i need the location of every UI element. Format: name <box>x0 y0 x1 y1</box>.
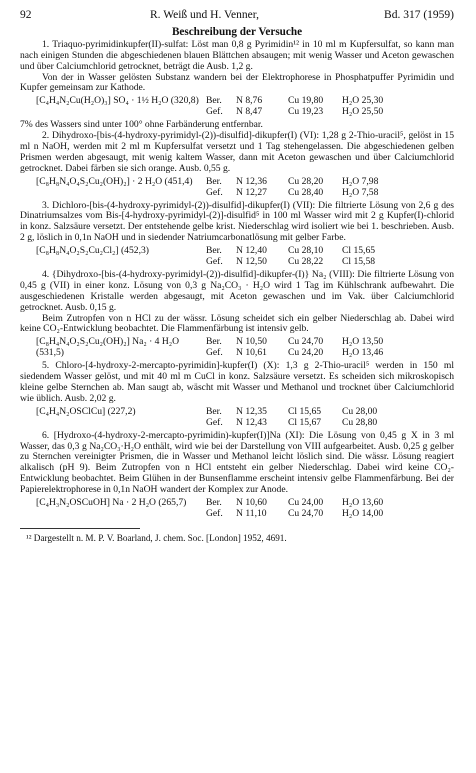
analysis-row: Gef. N 12,50 Cu 28,22 Cl 15,58 <box>206 256 376 268</box>
analysis-row: Ber. N 12,35 Cl 15,65 Cu 28,00 <box>206 405 378 417</box>
section-title: Beschreibung der Versuche <box>171 25 303 38</box>
running-header <box>20 10 454 21</box>
exp4-analysis-block <box>36 337 454 359</box>
exp1-paragraph: 1. Triaquo-pyrimidinkupfer(II)-sulfat: Löst man 0,8 g Pyrimidin¹² in 10 ml m Kupfersulfat, so kann man nach einigen Stunden die abgeschiedenen blauen Blättchen absaugen; mit wenig Wasser und Aceton gewaschen und über Calciumchlorid getrocknet, beträgt die Ausb. 1,2 g. <box>20 38 454 72</box>
exp2-analysis-block <box>36 177 454 199</box>
exp3-formula: [C₈H₈N₄O₂S₂Cu₂Cl₂] (452,3) <box>36 245 149 257</box>
exp6-paragraph: 6. [Hydroxo-(4-hydroxy-2-mercapto-pyrimidin)-kupfer(I)]Na (XI): Die Lösung von 0,45 g X in 3 ml Wasser, das 0,3 g Na₂CO₃·H₂O enthält, wird wie bei der Darstellung von VIII aufgearbeitet. Ausb. 0,25 g gelber zu Sternchen vereinigter Prismen, die in Wasser und Methanol leicht löslich sind. Die wässr. Lösung reagiert alkalisch (pH 9). Beim Zutropfen von n HCl entsteht ein gelber Niederschlag. Dabei wird keine CO₂-Entwicklung beobachtet. Beim Glühen in der Bunsenflamme erscheint intensiv gelbe Flammenfärbung. Bei der Papierelektrophorese in 0,1n NaOH wandert der Komplex zur Anode. <box>20 429 454 496</box>
exp6-formula: [C₄H₃N₂OSCuOH] Na · 2 H₂O (265,7) <box>36 497 187 509</box>
analysis-row: Gef. N 8,47 Cu 19,23 H₂O 25,50 <box>206 106 384 118</box>
exp3-analysis-block <box>36 246 454 268</box>
header-authors: R. Weiß und H. Venner, <box>149 9 260 21</box>
exp3-paragraph: 3. Dichloro-[bis-(4-hydroxy-pyrimidyl-(2))-disulfid]-dikupfer(I) (VII): Die filtrierte Lösung von 2,6 g des Dinatriumsalzes vom Bis-[4-hydroxy-pyrimidyl-(2)]-disulfid⁵ in 100 ml Wasser wird mit 2 g Kupfer(I)-chlorid in konz. Salzsäure versetzt. Der entstehende gelbe krist. Niederschlag wird isoliert wie bei 1. beschrieben. Ausb. 2 g, löslich in 0,1n NaOH und in siedender Natriumcarbonatlösung mit gelber Farbe. <box>20 199 454 244</box>
footnote-divider <box>20 528 140 529</box>
analysis-row: Ber. N 8,76 Cu 19,80 H₂O 25,30 <box>206 95 384 107</box>
exp4-observation: Beim Zutropfen von n HCl zu der wässr. Lösung scheidet sich ein gelber Niederschlag ab. Dabei wird keine CO₂-Entwicklung beobachtet. Die Flammenfärbung ist intensiv gelb. <box>20 312 454 335</box>
analysis-row: Gef. N 10,61 Cu 24,20 H₂O 13,46 <box>206 347 384 359</box>
page-number: 92 <box>20 9 32 21</box>
exp5-formula: [C₄H₄N₂OSClCu] (227,2) <box>36 405 136 417</box>
analysis-row: Ber. N 10,50 Cu 24,70 H₂O 13,50 <box>206 336 384 348</box>
analysis-row: Ber. N 10,60 Cu 24,00 H₂O 13,60 <box>206 497 384 509</box>
exp5-analysis-block <box>36 407 454 429</box>
exp1-note: 7% des Wassers sind unter 100° ohne Farbänderung entfernbar. <box>20 119 263 131</box>
exp2-formula: [C₈H₈N₄O₄S₂Cu₂(OH)₂] · 2 H₂O (451,4) <box>36 175 193 187</box>
analysis-row: Gef. N 11,10 Cu 24,70 H₂O 14,00 <box>206 507 384 519</box>
exp1-formula: [C₄H₄N₂Cu(H₂O)₃] SO₄ · 1½ H₂O (320,8) <box>36 95 199 107</box>
footnote: ¹² Dargestellt n. M. P. V. Boarland, J. chem. Soc. [London] 1952, 4691. <box>26 532 287 543</box>
analysis-row: Ber. N 12,40 Cu 28,10 Cl 15,65 <box>206 245 376 257</box>
exp4-paragraph: 4. {Dihydroxo-[bis-(4-hydroxy-pyrimidyl-(2))-disulfid]-dikupfer-(I)} Na₂ (VIII): Die filtrierte Lösung von 0,45 g (VII) in einer konz. Lösung von 0,3 g Na₂CO₃ · H₂O wird 1 Tag im Kühlschrank aufbewahrt. Die ausgeschiedenen Kristalle werden abgesaugt, mit Aceton gewaschen und im Vak. über Calciumchlorid getrocknet. Ausb. 0,15 g. <box>20 268 454 313</box>
exp1-electrophoresis: Von der in Wasser gelösten Substanz wandern bei der Elektrophorese in Phosphatpuffer Pyrimidin und Kupfer gemeinsam zur Kathode. <box>20 71 454 94</box>
analysis-row: Gef. N 12,27 Cu 28,40 H₂O 7,58 <box>206 186 379 198</box>
exp2-paragraph: 2. Dihydroxo-[bis-(4-hydroxy-pyrimidyl-(2))-disulfid]-dikupfer(I) (VI): 1,28 g 2-Thio-uracil⁵, gelöst in 15 ml n NaOH, werden mit 2 ml m Kupfersulfat versetzt und 1 Tag stehengelassen. Die abgeschiedenen gelben Prismen werden abgesaugt, mit wenig kaltem Wasser, dann mit Aceton gewaschen und über Calciumchlorid getrocknet. Dabei färben sie sich orange. Ausb. 0,55 g. <box>20 130 454 174</box>
exp1-analysis-block <box>36 96 454 118</box>
header-journal-ref: Bd. 317 (1959) <box>384 9 454 21</box>
analysis-row: Ber. N 12,36 Cu 28,20 H₂O 7,98 <box>206 175 379 187</box>
analysis-row: Gef. N 12,43 Cl 15,67 Cu 28,80 <box>206 416 378 428</box>
exp4-formula: [C₈H₄N₄O₂S₂Cu₂(OH)₂] Na₂ · 4 H₂O (531,5) <box>36 336 180 359</box>
exp6-analysis-block <box>36 498 454 520</box>
exp5-paragraph: 5. Chloro-[4-hydroxy-2-mercapto-pyrimidin]-kupfer(I) (X): 1,3 g 2-Thio-uracil⁵ werden in 150 ml siedendem Wasser gelöst, und mit 40 ml m CuCl in konz. Salzsäure versetzt. Es scheiden sich mikroskopisch kleine gelbe Sternchen ab. Man saugt ab, wäscht mit Wasser und Methanol und trocknet über Calciumchlorid wie üblich. Ausb. 2,02 g. <box>20 360 454 404</box>
